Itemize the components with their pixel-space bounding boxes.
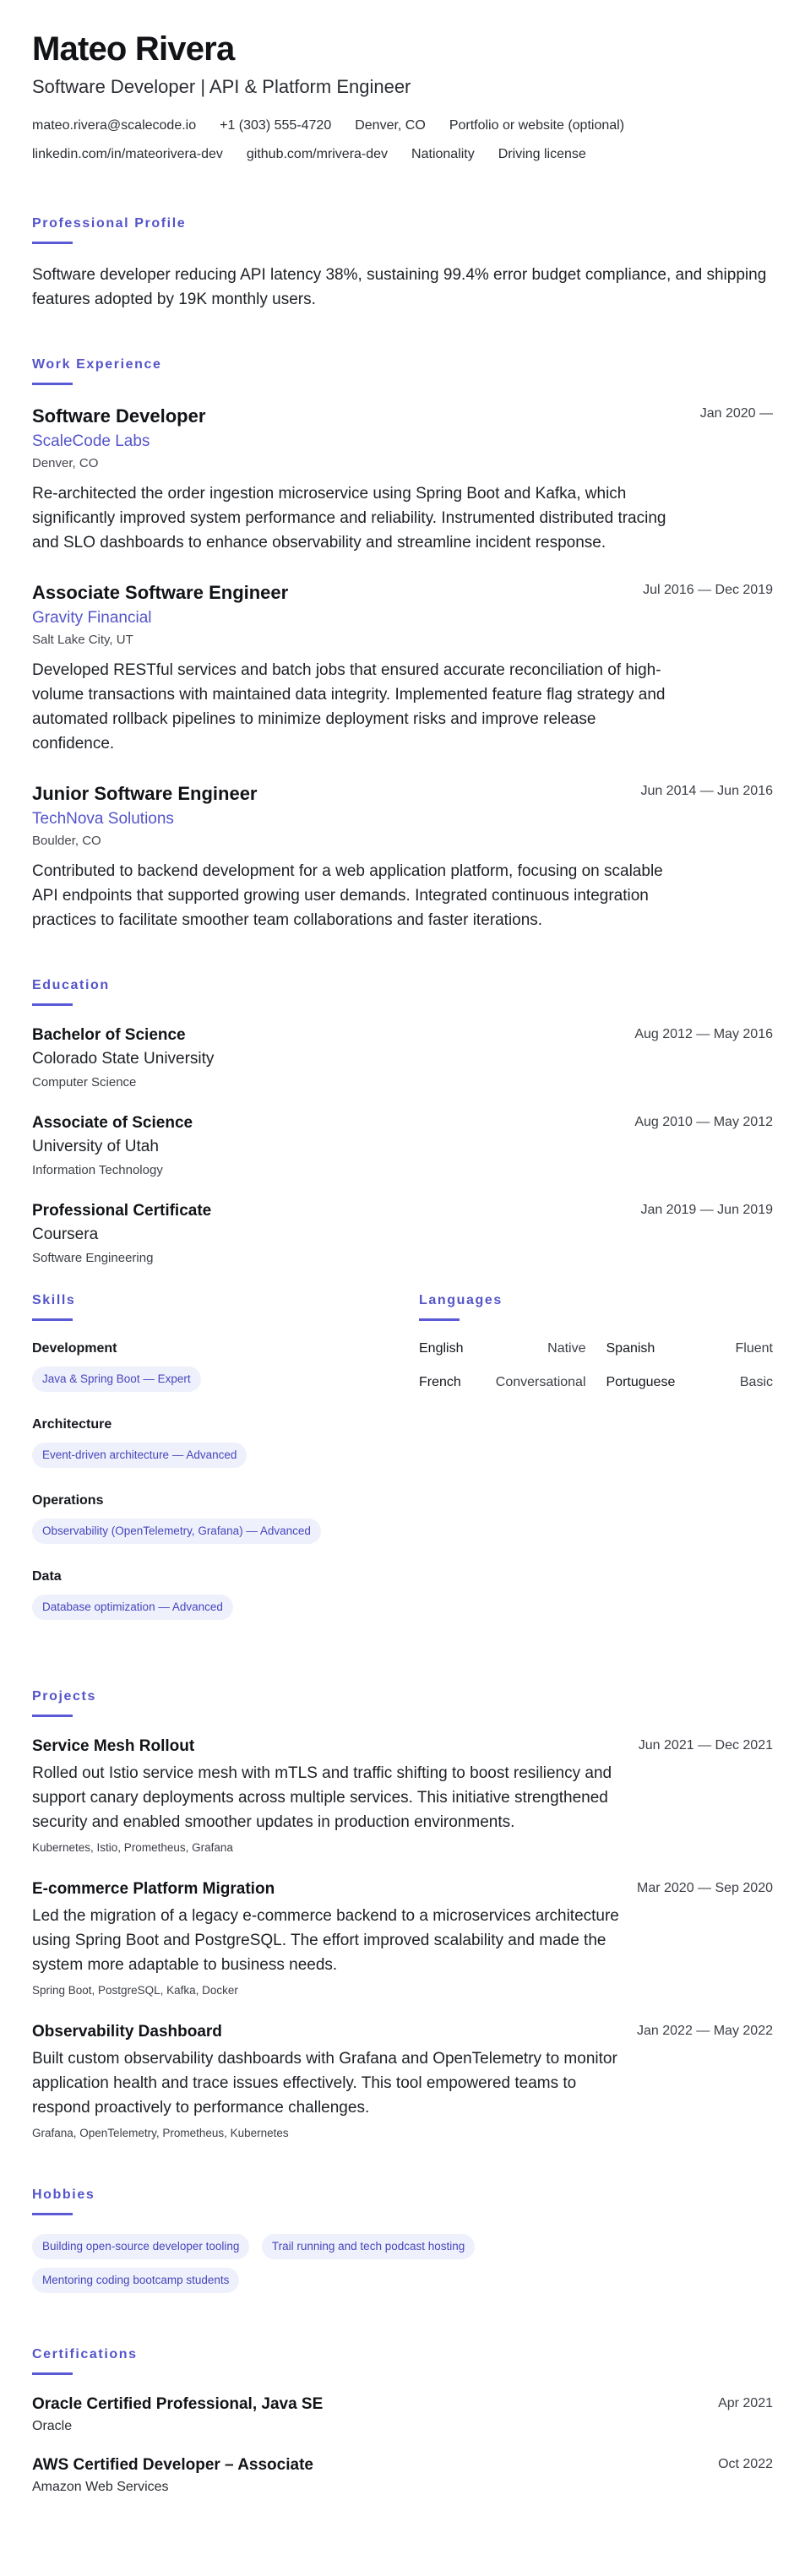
job-company: TechNova Solutions [32,810,174,828]
experience-entry [32,781,773,932]
language-name: Portuguese [606,1375,676,1389]
field-of-study: Computer Science [32,1075,137,1090]
certification-entry [32,2394,773,2436]
section-divider [32,1003,73,1006]
job-dates: Jun 2014 — Jun 2016 [640,784,773,798]
section-divider [32,1318,73,1321]
profile-section [32,215,773,312]
language-item [606,1373,774,1392]
experience-entry [32,580,773,756]
certifications-section [32,2345,773,2497]
project-description: Led the migration of a legacy e-commerce backend to a microservices architecture using Spring Boot and PostgreSQL. The effort improved scalability and made the system more adaptable to business needs. [32,1907,619,1974]
job-title: Associate Software Engineer [32,582,289,603]
certification-date: Oct 2022 [718,2457,773,2471]
skill-chip: Event-driven architecture — Advanced [32,1443,247,1468]
job-description: Developed RESTful services and batch jobs that ensured accurate reconciliation of high-volume transactions with maintained data integrity. Implemented feature flag strategy and automated rollback pipelines to minimize deployment risks and improve release confidence. [32,661,666,753]
job-title: Software Developer [32,405,206,427]
project-tech-stack: Kubernetes, Istio, Prometheus, Grafana [32,1841,233,1854]
contact-phone[interactable]: +1 (303) 555-4720 [220,118,332,133]
skill-group [32,1568,419,1628]
language-item [419,1373,586,1392]
profile-summary: Software developer reducing API latency 38%, sustaining 99.4% error budget compliance, and shipping features adopted by 19K monthly users. [32,266,767,308]
hobby-chip: Mentoring coding bootcamp students [32,2268,239,2293]
section-title: Work Experience [32,357,162,372]
language-item [419,1340,586,1358]
section-title: Professional Profile [32,216,187,231]
skill-category: Operations [32,1493,104,1508]
field-of-study: Software Engineering [32,1251,154,1265]
job-dates: Jan 2020 — [699,406,773,421]
section-title: Hobbies [32,2187,95,2202]
project-description: Built custom observability dashboards with Grafana and OpenTelemetry to monitor application health and trace issues effectively. This tool empowered teams to respond proactively to performance challenges. [32,2050,617,2117]
contact-linkedin[interactable]: linkedin.com/in/mateorivera-dev [32,147,223,161]
project-name: Service Mesh Rollout [32,1737,195,1755]
section-title: Skills [32,1293,76,1307]
certification-issuer: Amazon Web Services [32,2480,169,2494]
language-level: Conversational [495,1375,586,1389]
language-level: Basic [739,1375,773,1389]
project-entry [32,1878,773,1999]
certification-entry [32,2454,773,2497]
language-name: English [419,1341,464,1356]
project-dates: Jan 2022 — May 2022 [637,2024,773,2038]
job-location: Boulder, CO [32,834,101,848]
section-divider [32,2372,73,2375]
section-divider [419,1318,460,1321]
job-dates: Jul 2016 — Dec 2019 [643,583,773,597]
school-name: University of Utah [32,1138,159,1155]
certification-date: Apr 2021 [718,2396,773,2410]
education-entry [32,1024,773,1092]
project-name: Observability Dashboard [32,2023,222,2041]
skill-group [32,1416,419,1476]
section-title: Projects [32,1689,96,1704]
hobby-chip: Trail running and tech podcast hosting [262,2234,475,2259]
school-name: Colorado State University [32,1050,215,1068]
resume-header [32,29,773,174]
certification-name: AWS Certified Developer – Associate [32,2456,313,2474]
job-location: Salt Lake City, UT [32,633,133,647]
certification-issuer: Oracle [32,2419,73,2433]
languages-section [419,1291,773,1644]
skill-chip: Database optimization — Advanced [32,1595,233,1620]
contact-driving-license: Driving license [498,147,586,161]
education-dates: Jan 2019 — Jun 2019 [640,1203,773,1217]
job-location: Denver, CO [32,456,99,470]
contact-github[interactable]: github.com/mrivera-dev [246,147,389,161]
skill-group [32,1340,419,1400]
project-entry [32,1736,773,1856]
section-divider [32,242,73,244]
section-divider [32,2213,73,2215]
contact-email[interactable]: mateo.rivera@scalecode.io [32,118,197,133]
language-level: Native [547,1341,586,1356]
hobbies-section [32,2186,773,2302]
skills-languages-row [32,1291,773,1644]
job-title: Junior Software Engineer [32,783,258,804]
skill-chip: Java & Spring Boot — Expert [32,1367,201,1392]
section-title: Education [32,978,110,992]
section-divider [32,1715,73,1717]
section-title: Certifications [32,2347,138,2361]
field-of-study: Information Technology [32,1163,163,1177]
language-name: Spanish [606,1341,655,1356]
hobby-chip: Building open-source developer tooling [32,2234,249,2259]
experience-entry [32,404,773,555]
education-entry [32,1200,773,1268]
skill-category: Data [32,1569,62,1584]
contact-nationality: Nationality [411,147,475,161]
language-item [606,1340,774,1358]
skill-group [32,1492,419,1552]
project-dates: Mar 2020 — Sep 2020 [637,1881,773,1895]
job-company: Gravity Financial [32,609,152,627]
section-title: Languages [419,1293,503,1307]
job-description: Re-architected the order ingestion microservice using Spring Boot and Kafka, which significantly improved system performance and reliability. Instrumented distributed tracing and SLO dashboards to enhance observability and streamline incident response. [32,485,666,552]
school-name: Coursera [32,1226,99,1243]
project-description: Rolled out Istio service mesh with mTLS and traffic shifting to boost resiliency and support canary deployments across multiple services. This initiative strengthened security and enabled smoother updates in production environments. [32,1764,612,1831]
skill-category: Development [32,1341,117,1356]
project-tech-stack: Spring Boot, PostgreSQL, Kafka, Docker [32,1984,238,1997]
certification-name: Oracle Certified Professional, Java SE [32,2395,324,2413]
job-description: Contributed to backend development for a web application platform, focusing on scalable API endpoints that supported growing user demands. Integrated continuous integration practices to facilitate smoother team collaborations and faster iterations. [32,862,663,929]
contact-list [32,117,767,174]
experience-section [32,356,773,932]
project-tech-stack: Grafana, OpenTelemetry, Prometheus, Kubernetes [32,2127,289,2139]
contact-location: Denver, CO [355,118,426,133]
education-section [32,976,773,1268]
education-entry [32,1112,773,1180]
education-dates: Aug 2010 — May 2012 [634,1115,773,1129]
language-name: French [419,1375,461,1389]
candidate-name: Mateo Rivera [32,30,235,68]
degree-title: Professional Certificate [32,1202,212,1220]
language-list [419,1340,773,1392]
skill-chip: Observability (OpenTelemetry, Grafana) — Advanced [32,1519,321,1544]
skills-section [32,1291,419,1644]
skill-category: Architecture [32,1417,112,1432]
hobby-list [32,2234,623,2302]
project-entry [32,2021,773,2142]
project-name: E-commerce Platform Migration [32,1880,275,1898]
degree-title: Associate of Science [32,1114,193,1132]
degree-title: Bachelor of Science [32,1026,186,1044]
education-dates: Aug 2012 — May 2016 [634,1027,773,1041]
section-divider [32,383,73,385]
projects-section [32,1687,773,2142]
contact-website[interactable]: Portfolio or website (optional) [449,118,625,133]
language-level: Fluent [735,1341,773,1356]
project-dates: Jun 2021 — Dec 2021 [638,1738,773,1753]
candidate-headline: Software Developer | API & Platform Engineer [32,76,411,97]
job-company: ScaleCode Labs [32,432,150,450]
